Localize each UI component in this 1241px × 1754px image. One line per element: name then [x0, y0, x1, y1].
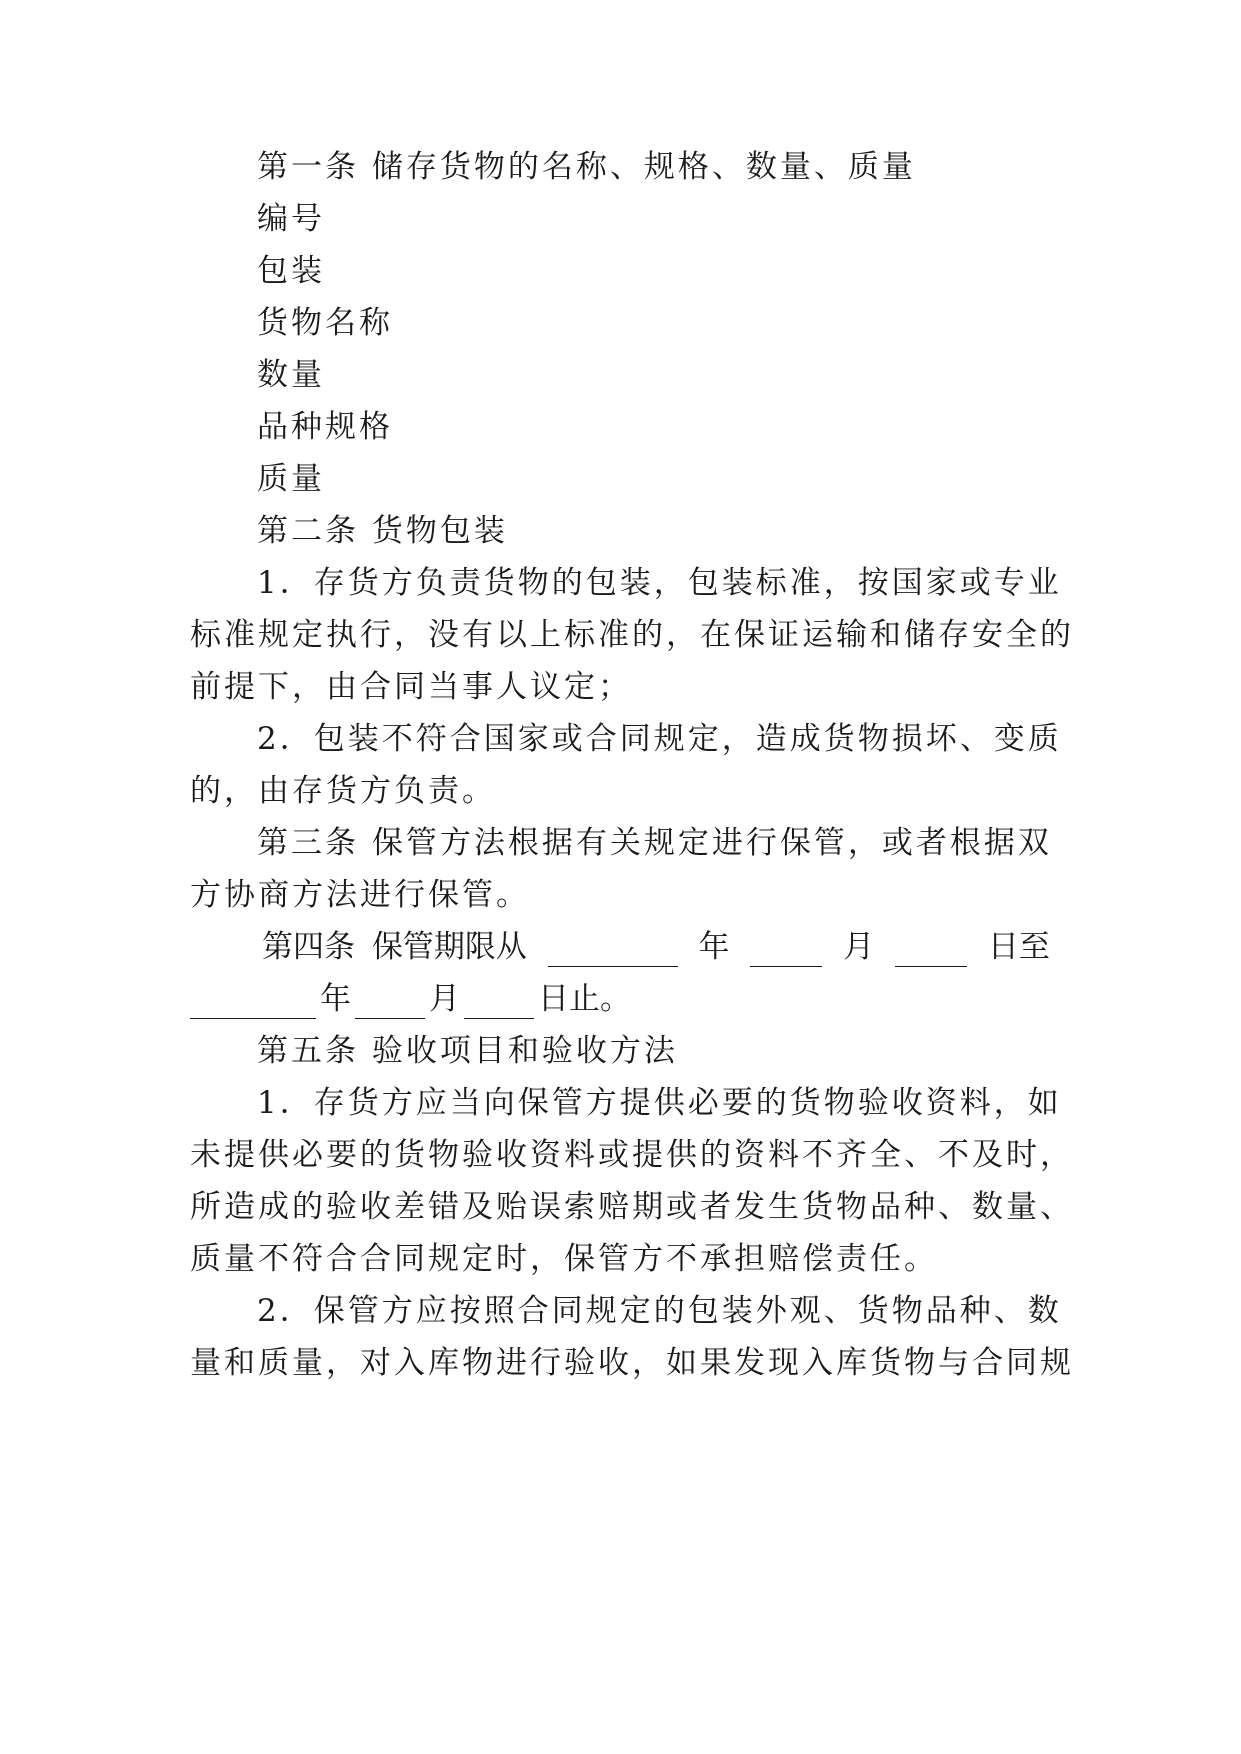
end-day-blank[interactable] [464, 988, 534, 1019]
end-year-blank[interactable] [190, 988, 316, 1019]
article1-item-spec: 品种规格 [257, 409, 393, 445]
start-day-blank[interactable] [895, 936, 967, 967]
end-month-unit: 月 [429, 981, 460, 1017]
article1-item-quantity: 数量 [257, 357, 325, 393]
end-day-unit: 日止。 [538, 981, 631, 1017]
start-year-blank[interactable] [548, 936, 678, 967]
article2-p2-line2: 的，由存货方负责。 [190, 773, 496, 809]
start-month-blank[interactable] [750, 936, 822, 967]
start-month-unit: 月 [843, 929, 875, 965]
article2-heading: 第二条 货物包装 [257, 513, 508, 549]
article2-p2-line1: 2．包装不符合国家或合同规定，造成货物损坏、变质 [257, 721, 1062, 757]
article3-line1: 第三条 保管方法根据有关规定进行保管，或者根据双 [257, 825, 1052, 861]
article3-line2: 方协商方法进行保管。 [190, 877, 530, 913]
article5-p2-line1: 2．保管方应按照合同规定的包装外观、货物品种、数 [257, 1293, 1062, 1329]
start-day-unit: 日至 [987, 929, 1050, 965]
article1-item-number: 编号 [257, 201, 325, 237]
article2-p1-line1: 1．存货方负责货物的包装，包装标准，按国家或专业 [257, 565, 1062, 601]
end-year-unit: 年 [320, 981, 351, 1017]
article5-p1-line2: 未提供必要的货物验收资料或提供的资料不齐全、不及时， [190, 1137, 1074, 1173]
article2-p1-line3: 前提下，由合同当事人议定； [190, 669, 632, 705]
article1-item-quality: 质量 [257, 461, 325, 497]
end-month-blank[interactable] [355, 988, 425, 1019]
article4-line2 [190, 979, 631, 1019]
article1-item-packaging: 包装 [257, 253, 325, 289]
article4-label: 第四条 [262, 929, 355, 965]
article5-p1-line1: 1．存货方应当向保管方提供必要的货物验收资料，如 [257, 1085, 1062, 1121]
article5-heading: 第五条 验收项目和验收方法 [257, 1033, 678, 1069]
article2-p1-line2: 标准规定执行，没有以上标准的，在保证运输和储存安全的 [190, 617, 1074, 653]
article4-period-label: 保管期限从 [371, 929, 527, 965]
article5-p2-line2: 量和质量，对入库物进行验收，如果发现入库货物与合同规 [190, 1345, 1074, 1381]
article5-p1-line4: 质量不符合合同规定时，保管方不承担赔偿责任。 [190, 1241, 938, 1277]
article4-line1 [262, 927, 1050, 967]
article1-heading: 第一条 储存货物的名称、规格、数量、质量 [257, 149, 916, 185]
article1-item-goods-name: 货物名称 [257, 305, 393, 341]
article5-p1-line3: 所造成的验收差错及贻误索赔期或者发生货物品种、数量、 [190, 1189, 1074, 1225]
start-year-unit: 年 [698, 929, 730, 965]
